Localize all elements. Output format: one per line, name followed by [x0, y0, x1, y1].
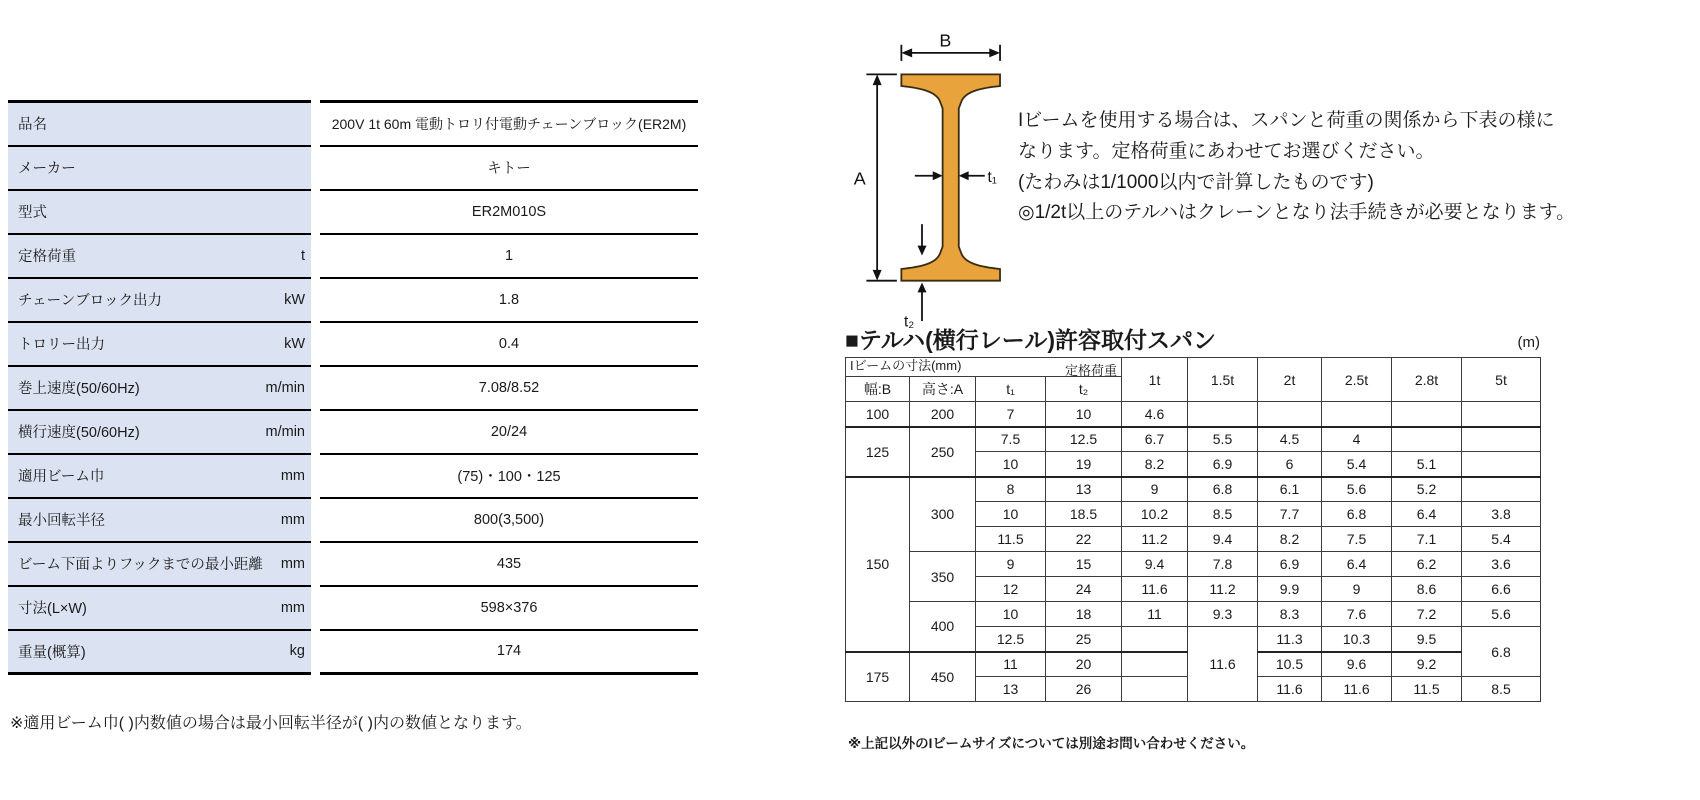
span-value-cell: 5.4	[1462, 527, 1541, 552]
span-row	[846, 602, 1541, 627]
spec-label-cell	[8, 542, 311, 586]
t2-cell: 24	[1046, 577, 1122, 602]
spec-gap	[311, 190, 320, 234]
spec-value: 800(3,500)	[320, 498, 698, 542]
width-b-cell: 100	[846, 402, 910, 427]
width-b-cell: 150	[846, 477, 910, 652]
spec-row	[8, 146, 698, 190]
span-value-cell: 6.4	[1322, 552, 1392, 577]
span-value-cell: 8.3	[1258, 602, 1322, 627]
empty-cell	[1122, 627, 1188, 652]
span-value-cell: 9.4	[1122, 552, 1188, 577]
spec-label-cell	[8, 146, 311, 190]
height-a-cell: 250	[910, 427, 976, 477]
spec-label: メーカー	[18, 161, 76, 177]
spec-unit: kg	[289, 643, 305, 660]
spec-label-cell	[8, 102, 311, 146]
span-value-cell: 4.5	[1258, 427, 1322, 452]
span-table-footnote: ※上記以外のIビームサイズについては別途お問い合わせください。	[848, 736, 1255, 751]
span-value-cell: 6	[1258, 452, 1322, 477]
spec-row	[8, 234, 698, 278]
t1-cell: 11	[976, 652, 1046, 677]
span-value-cell: 9	[1122, 477, 1188, 502]
spec-label-cell	[8, 454, 311, 498]
intro-line: (たわみは1/1000以内で計算したものです)	[1018, 171, 1374, 193]
t2-cell: 19	[1046, 452, 1122, 477]
dim-label-t1: t₁	[987, 169, 997, 187]
span-value-cell-merged: 11.6	[1188, 627, 1258, 702]
span-value-cell: 7.8	[1188, 552, 1258, 577]
spec-label: 重量(概算)	[18, 644, 86, 661]
spec-unit: mm	[280, 511, 305, 528]
load-column-header: 2.8t	[1392, 358, 1462, 402]
spec-unit: kW	[284, 335, 305, 352]
t2-cell: 18.5	[1046, 502, 1122, 527]
span-value-cell: 5.6	[1322, 477, 1392, 502]
t2-cell: 22	[1046, 527, 1122, 552]
span-value-cell: 11	[1122, 602, 1188, 627]
intro-line: Iビームを使用する場合は、スパンと荷重の関係から下表の様に	[1018, 110, 1555, 131]
spec-value: ER2M010S	[320, 190, 698, 234]
span-value-cell: 6.7	[1122, 427, 1188, 452]
span-value-cell: 7.2	[1392, 602, 1462, 627]
spec-label-cell	[8, 234, 311, 278]
span-row	[846, 477, 1541, 502]
t2-cell: 26	[1046, 677, 1122, 702]
spec-label-cell	[8, 278, 311, 322]
spec-gap	[311, 278, 320, 322]
spec-gap	[311, 102, 320, 146]
spec-table-container	[8, 100, 698, 675]
span-header-row	[846, 358, 1541, 377]
load-column-header: 1t	[1122, 358, 1188, 402]
span-table	[845, 357, 1541, 702]
spec-value: 200V 1t 60m 電動トロリ付電動チェーンブロック(ER2M)	[320, 102, 698, 146]
spec-row	[8, 102, 698, 146]
spec-row	[8, 454, 698, 498]
spec-value: 174	[320, 630, 698, 674]
spec-row	[8, 366, 698, 410]
dim-t2-arrow-up	[918, 282, 927, 292]
load-column-header: 2t	[1258, 358, 1322, 402]
spec-row	[8, 190, 698, 234]
spec-table-note: ※適用ビーム巾( )内数値の場合は最小回転半径が( )内の数値となります。	[10, 715, 532, 732]
t2-cell: 20	[1046, 652, 1122, 677]
spec-value: 1	[320, 234, 698, 278]
dim-t1-arrow-right	[959, 171, 969, 180]
spec-label: 寸法(L×W)	[18, 601, 87, 617]
spec-label-cell	[8, 498, 311, 542]
span-value-cell: 5.4	[1322, 452, 1392, 477]
spec-gap	[311, 542, 320, 586]
span-value-cell: 6.8	[1322, 502, 1392, 527]
load-column-header: 5t	[1462, 358, 1541, 402]
spec-row	[8, 542, 698, 586]
spec-label: チェーンブロック出力	[18, 293, 162, 309]
span-value-cell: 5.1	[1392, 452, 1462, 477]
spec-gap	[311, 410, 320, 454]
dim-t2-arrow-down	[918, 246, 927, 256]
span-table-container	[845, 357, 1541, 702]
span-value-cell: 9.4	[1188, 527, 1258, 552]
t1-cell: 10	[976, 452, 1046, 477]
t1-cell: 9	[976, 552, 1046, 577]
span-value-cell: 9	[1322, 577, 1392, 602]
spec-row	[8, 410, 698, 454]
spec-gap	[311, 146, 320, 190]
ibeam-diagram	[852, 34, 1018, 330]
spec-label-cell	[8, 190, 311, 234]
empty-cell	[1462, 427, 1541, 452]
t2-cell: 15	[1046, 552, 1122, 577]
spec-label-cell	[8, 630, 311, 674]
span-value-cell: 11.5	[1392, 677, 1462, 702]
corner-cell	[846, 358, 1122, 377]
subheader-height-a: 高さ:A	[910, 377, 976, 402]
spec-value: キトー	[320, 146, 698, 190]
height-a-cell: 300	[910, 477, 976, 552]
t1-cell: 10	[976, 502, 1046, 527]
span-value-cell: 7.6	[1322, 602, 1392, 627]
span-value-cell: 9.9	[1258, 577, 1322, 602]
span-value-cell: 4.6	[1122, 402, 1188, 427]
subheader-t1: t₁	[976, 377, 1046, 402]
empty-cell	[1462, 452, 1541, 477]
span-value-cell: 9.3	[1188, 602, 1258, 627]
width-b-cell: 125	[846, 427, 910, 477]
empty-cell	[1122, 652, 1188, 677]
span-value-cell: 10.2	[1122, 502, 1188, 527]
spec-label-cell	[8, 366, 311, 410]
empty-cell	[1258, 402, 1322, 427]
load-column-header: 2.5t	[1322, 358, 1392, 402]
span-value-cell: 8.2	[1258, 527, 1322, 552]
span-value-cell: 10.3	[1322, 627, 1392, 652]
spec-table	[8, 100, 698, 675]
span-table-unit-label: (m)	[1517, 334, 1540, 351]
span-value-cell: 3.6	[1462, 552, 1541, 577]
dim-t1-arrow-left	[933, 171, 943, 180]
t2-cell: 10	[1046, 402, 1122, 427]
span-value-cell: 11.2	[1188, 577, 1258, 602]
ibeam-shape	[901, 74, 1000, 280]
span-value-cell: 11.6	[1322, 677, 1392, 702]
spec-unit: mm	[280, 467, 305, 484]
span-value-cell: 5.2	[1392, 477, 1462, 502]
dim-b-arrow-right	[989, 48, 1000, 57]
height-a-cell: 400	[910, 602, 976, 652]
span-value-cell: 5.6	[1462, 602, 1541, 627]
spec-label: 型式	[18, 205, 47, 221]
spec-gap	[311, 322, 320, 366]
empty-cell	[1462, 402, 1541, 427]
spec-gap	[311, 630, 320, 674]
load-column-header: 1.5t	[1188, 358, 1258, 402]
t2-cell: 18	[1046, 602, 1122, 627]
t2-cell: 25	[1046, 627, 1122, 652]
spec-gap	[311, 366, 320, 410]
span-value-cell: 6.8	[1188, 477, 1258, 502]
t1-cell: 12.5	[976, 627, 1046, 652]
height-a-cell: 350	[910, 552, 976, 602]
spec-label-cell	[8, 586, 311, 630]
span-value-cell: 8.5	[1462, 677, 1541, 702]
spec-unit: m/min	[265, 379, 305, 396]
spec-label-cell	[8, 410, 311, 454]
t1-cell: 7.5	[976, 427, 1046, 452]
height-a-cell: 200	[910, 402, 976, 427]
span-value-cell: 6.9	[1188, 452, 1258, 477]
span-value-cell: 9.5	[1392, 627, 1462, 652]
spec-label: ビーム下面よりフックまでの最小距離	[18, 557, 263, 573]
span-value-cell: 8.2	[1122, 452, 1188, 477]
spec-value: 7.08/8.52	[320, 366, 698, 410]
dim-a-lines	[866, 74, 896, 280]
spec-row	[8, 322, 698, 366]
t1-cell: 10	[976, 602, 1046, 627]
spec-label: 横行速度(50/60Hz)	[18, 425, 140, 441]
t1-cell: 8	[976, 477, 1046, 502]
spec-value: 435	[320, 542, 698, 586]
span-value-cell-merged: 6.8	[1462, 627, 1541, 677]
intro-line: なります。定格荷重にあわせてお選びください。	[1018, 140, 1435, 162]
t1-cell: 7	[976, 402, 1046, 427]
width-b-cell: 175	[846, 652, 910, 702]
spec-gap	[311, 498, 320, 542]
span-value-cell: 5.5	[1188, 427, 1258, 452]
t1-cell: 11.5	[976, 527, 1046, 552]
span-value-cell: 11.6	[1122, 577, 1188, 602]
spec-label: 品名	[18, 117, 47, 134]
span-value-cell: 3.8	[1462, 502, 1541, 527]
span-row	[846, 402, 1541, 427]
spec-label-cell	[8, 322, 311, 366]
dim-label-t2: t₂	[904, 313, 915, 330]
spec-unit: kW	[284, 291, 305, 308]
subheader-width-b: 幅:B	[846, 377, 910, 402]
spec-value: 0.4	[320, 322, 698, 366]
empty-cell	[1392, 427, 1462, 452]
spec-row	[8, 586, 698, 630]
span-value-cell: 7.5	[1322, 527, 1392, 552]
spec-unit: m/min	[265, 423, 305, 440]
empty-cell	[1188, 402, 1258, 427]
span-value-cell: 10.5	[1258, 652, 1322, 677]
span-value-cell: 7.7	[1258, 502, 1322, 527]
corner-label-dims: Iビームの寸法(mm)	[850, 358, 962, 373]
spec-unit: mm	[280, 599, 305, 616]
t1-cell: 12	[976, 577, 1046, 602]
spec-label: トロリー出力	[18, 337, 105, 353]
spec-unit: t	[300, 247, 305, 264]
spec-label: 巻上速度(50/60Hz)	[18, 381, 140, 397]
spec-row	[8, 498, 698, 542]
spec-label: 定格荷重	[18, 249, 76, 265]
span-value-cell: 8.6	[1392, 577, 1462, 602]
spec-label: 最小回転半径	[18, 513, 105, 529]
span-value-cell: 6.6	[1462, 577, 1541, 602]
spec-unit: mm	[280, 555, 305, 572]
height-a-cell: 450	[910, 652, 976, 702]
empty-cell	[1322, 402, 1392, 427]
spec-row	[8, 278, 698, 322]
spec-value: 1.8	[320, 278, 698, 322]
span-value-cell: 11.6	[1258, 677, 1322, 702]
spec-row	[8, 630, 698, 674]
span-row	[846, 427, 1541, 452]
span-value-cell: 6.2	[1392, 552, 1462, 577]
t2-cell: 13	[1046, 477, 1122, 502]
span-table-title: ■テルハ(横行レール)許容取付スパン	[845, 327, 1216, 353]
span-value-cell: 6.9	[1258, 552, 1322, 577]
spec-value: 598×376	[320, 586, 698, 630]
span-value-cell: 6.4	[1392, 502, 1462, 527]
span-value-cell: 11.2	[1122, 527, 1188, 552]
dim-a-arrow-top	[873, 74, 882, 85]
span-value-cell: 9.2	[1392, 652, 1462, 677]
span-value-cell: 11.3	[1258, 627, 1322, 652]
span-value-cell: 7.1	[1392, 527, 1462, 552]
spec-gap	[311, 454, 320, 498]
intro-line: ◎1/2t以上のテルハはクレーンとなり法手続きが必要となります。	[1018, 202, 1576, 224]
spec-gap	[311, 586, 320, 630]
span-value-cell: 6.1	[1258, 477, 1322, 502]
spec-label: 適用ビーム巾	[18, 469, 105, 485]
span-value-cell: 4	[1322, 427, 1392, 452]
dim-a-arrow-bottom	[873, 270, 882, 281]
t1-cell: 13	[976, 677, 1046, 702]
empty-cell	[1122, 677, 1188, 702]
span-value-cell: 9.6	[1322, 652, 1392, 677]
empty-cell	[1392, 402, 1462, 427]
spec-value: (75)・100・125	[320, 454, 698, 498]
dim-b-arrow-left	[901, 48, 912, 57]
corner-label-load: 定格荷重	[1064, 363, 1117, 378]
empty-cell	[1462, 477, 1541, 502]
subheader-t2: t₂	[1046, 377, 1122, 402]
span-row	[846, 552, 1541, 577]
dim-label-b: B	[939, 34, 952, 51]
span-value-cell: 8.5	[1188, 502, 1258, 527]
dim-label-a: A	[853, 168, 866, 189]
t2-cell: 12.5	[1046, 427, 1122, 452]
intro-text	[1018, 106, 1578, 229]
spec-value: 20/24	[320, 410, 698, 454]
spec-gap	[311, 234, 320, 278]
